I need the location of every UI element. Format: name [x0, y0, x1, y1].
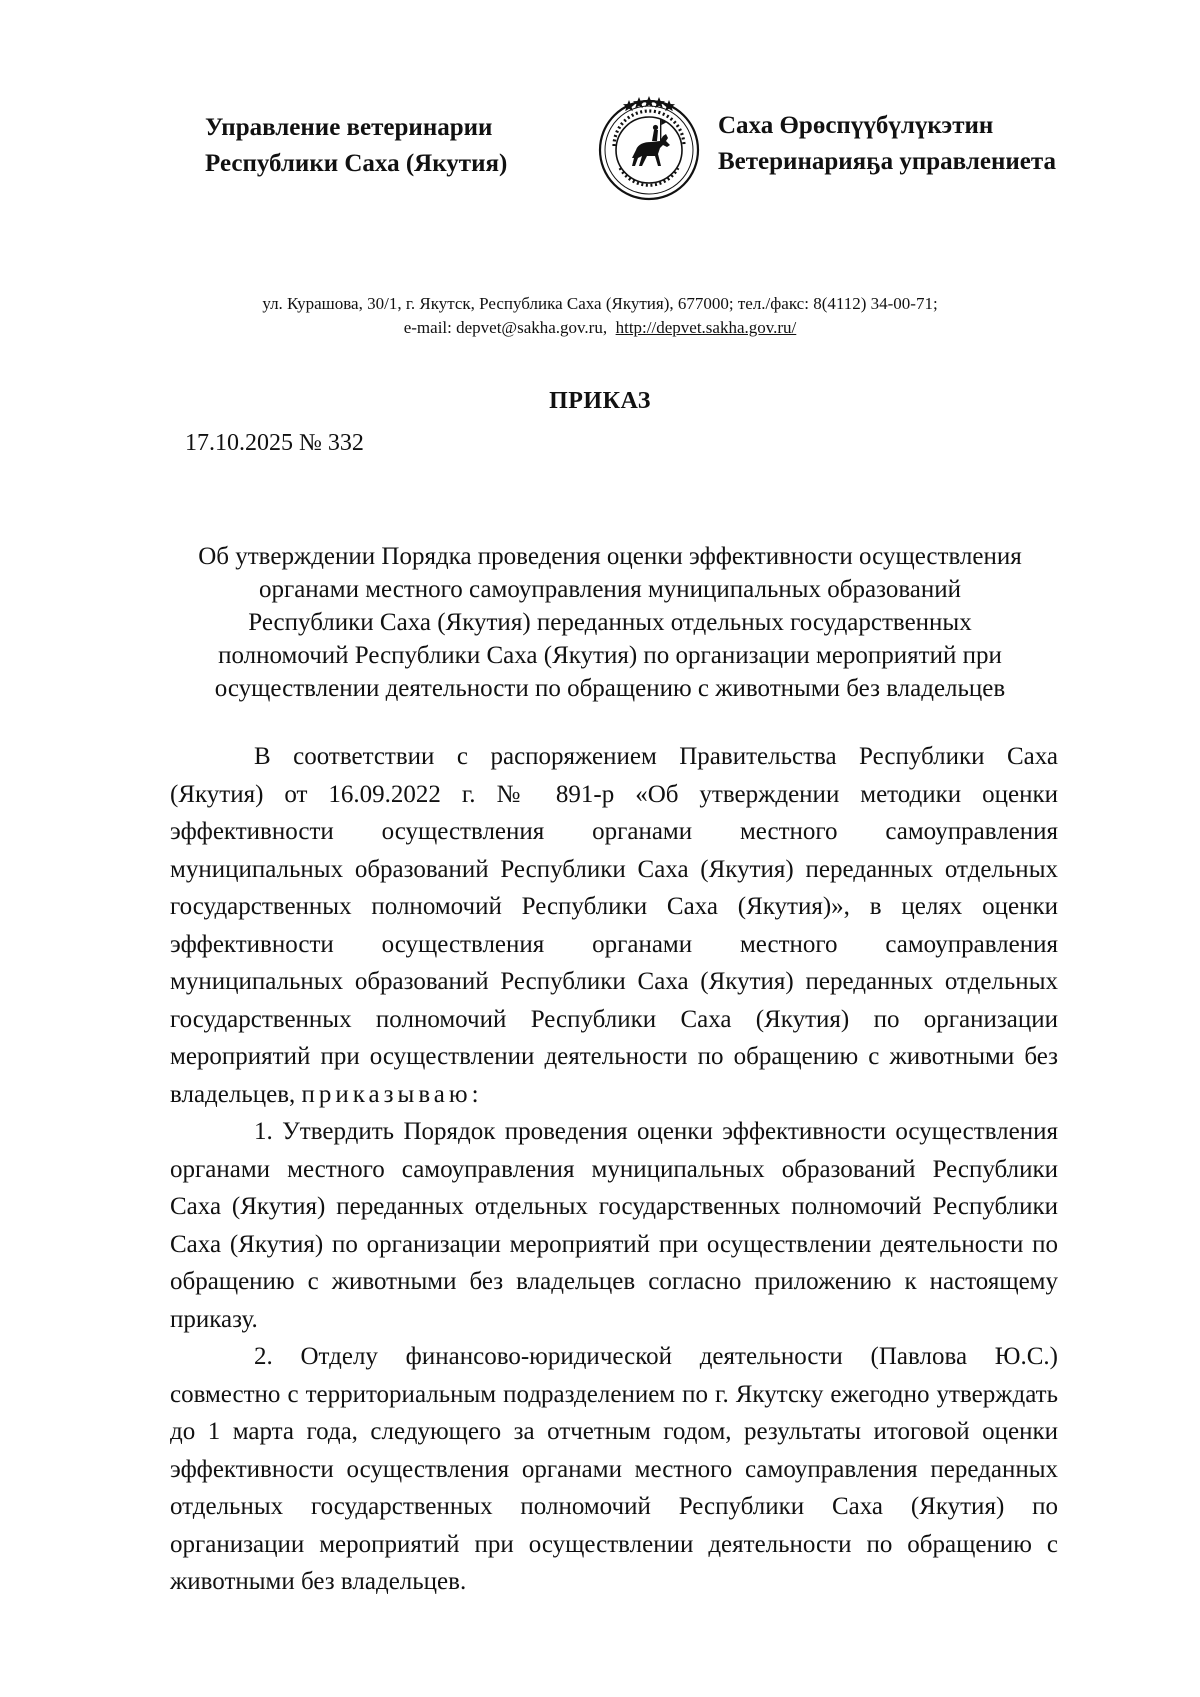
org-name-russian [205, 110, 507, 182]
org-address [150, 292, 1050, 340]
email-text: e-mail: depvet@sakha.gov.ru, [403, 318, 608, 337]
address-line: ул. Курашова, 30/1, г. Якутск, Республика Саха (Якутия), 677000; тел./факс: 8(4112) 34-00-71; [262, 294, 938, 313]
org-name-sakha [718, 108, 1056, 180]
org-name-russian-line-2: Республики Саха (Якутия) [205, 150, 508, 177]
subject-line: осуществлении деятельности по обращению с животными без владельцев [214, 675, 1006, 702]
subject-line: Республики Саха (Якутия) переданных отдельных государственных [248, 609, 972, 636]
document-date-number: 17.10.2025 № 332 [185, 430, 364, 456]
preamble-paragraph [170, 738, 1058, 1113]
preamble-text: В соответствии с распоряжением Правительства Республики Саха (Якутия) от 16.09.2022 г. № 891-р «Об утверждении методики оценки эффективности осуществления органами местного самоуправления муниципальных образований Республики Саха (Якутия) переданных отдельных государственных полномочий Республики Саха (Якутия)», в целях оценки эффективности осуществления органами местного самоуправления муниципальных образований Республики Саха (Якутия) переданных отдельных государственных полномочий Республики Саха (Якутия) по организации мероприятий при осуществлении деятельности по обращению с животными без владельцев, [170, 743, 1058, 1108]
org-name-sakha-line-1: Саха Өрөспүүбүлүкэтин [718, 112, 994, 139]
subject-line: Об утверждении Порядка проведения оценки эффективности осуществления [198, 543, 1022, 570]
website-link[interactable]: http://depvet.sakha.gov.ru/ [615, 318, 797, 337]
document-subject [150, 540, 1070, 705]
org-name-sakha-line-2: Ветеринарияҕа управлениета [718, 148, 1056, 175]
subject-line: органами местного самоуправления муниципальных образований [258, 576, 962, 603]
sakha-coat-of-arms-icon [594, 92, 704, 202]
document-body [170, 738, 1058, 1601]
item-1-paragraph: 1. Утвердить Порядок проведения оценки эффективности осуществления органами местного самоуправления муниципальных образований Республики Саха (Якутия) переданных отдельных государственных полномочий Республики Саха (Якутия) по организации мероприятий при осуществлении деятельности по обращению с животными без владельцев согласно приложению к настоящему приказу. [170, 1118, 1058, 1333]
item-2-paragraph: 2. Отделу финансово-юридической деятельности (Павлова Ю.С.) совместно с территориальным подразделением по г. Якутску ежегодно утверждать до 1 марта года, следующего за отчетным годом, результаты итоговой оценки эффективности осуществления органами местного самоуправления переданных отдельных государственных полномочий Республики Саха (Якутия) по организации мероприятий при осуществлении деятельности по обращению с животными без владельцев. [170, 1343, 1058, 1595]
document-type-title: ПРИКАЗ [549, 388, 651, 414]
contact-line [150, 316, 1050, 340]
org-name-russian-line-1: Управление ветеринарии [205, 114, 493, 141]
order-word: приказываю: [301, 1080, 483, 1108]
subject-line: полномочий Республики Саха (Якутия) по организации мероприятий при [218, 642, 1002, 669]
